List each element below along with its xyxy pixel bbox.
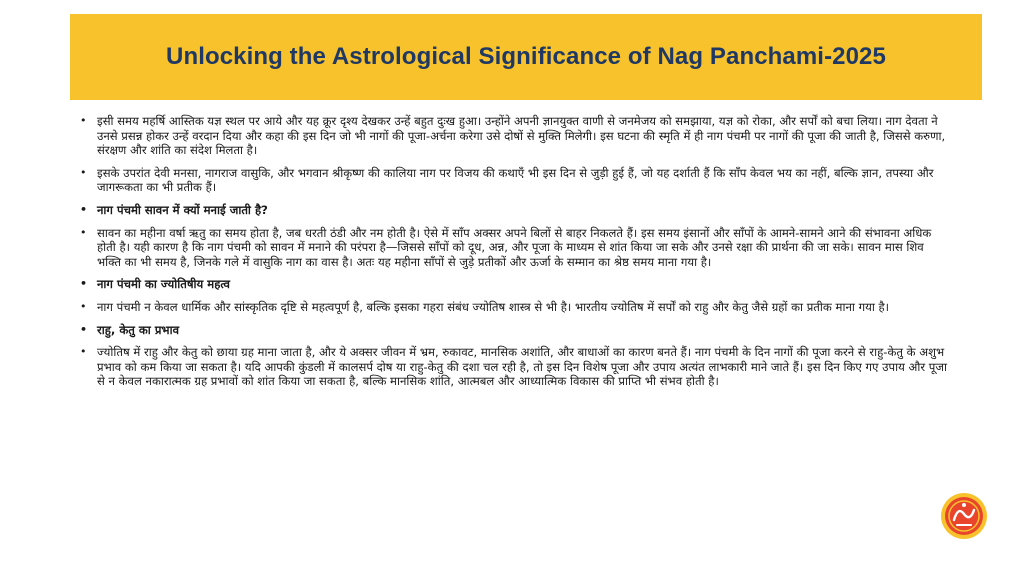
bullet-text: नाग पंचमी न केवल धार्मिक और सांस्कृतिक दृष्टि से महत्वपूर्ण है, बल्कि इसका गहरा संबंध ज्योतिष शास्त्र से भी है। भारतीय ज्योतिष में सर्पों को राहु और केतु जैसे ग्रहों का प्रतीक माना गया है। bbox=[97, 299, 890, 314]
heading-text: राहु, केतु का प्रभाव bbox=[97, 322, 180, 337]
heading-text: नाग पंचमी सावन में क्यों मनाई जाती है? bbox=[97, 202, 268, 217]
bullet-text: सावन का महीना वर्षा ऋतु का समय होता है, जब धरती ठंडी और नम होती है। ऐसे में साँप अक्सर अपने बिलों से बाहर निकलते हैं। इस समय इंसानों और साँपों के आमने-सामने आने की संभावना अधिक होती है। यही कारण है कि नाग पंचमी को सावन में मनाने की परंपरा है—जिससे साँपों को दूध, अन्न, और पूजा के माध्यम से शांत किया जा सके और उनसे रक्षा की प्रार्थना की जा सके। सावन मास शिव भक्ति का भी समय है, जिनके गले में वासुकि नाग का वास है। अतः यह महीना साँपों से जुड़े प्रतीकों और ऊर्जा के सम्मान का श्रेष्ठ समय माना गया है। bbox=[97, 225, 932, 269]
bullet-heading bbox=[80, 277, 950, 292]
bullet-item bbox=[80, 345, 950, 389]
bullet-text: इसके उपरांत देवी मनसा, नागराज वासुकि, और भगवान श्रीकृष्ण की कालिया नाग पर विजय की कथाएँ भी इस दिन से जुड़ी हुई हैं, जो यह दर्शाती हैं कि साँप केवल भय का नहीं, बल्कि ज्ञान, तपस्या और जागरूकता का भी प्रतीक हैं। bbox=[97, 165, 934, 195]
title-bar bbox=[70, 14, 982, 100]
bullet-list bbox=[80, 114, 950, 397]
bullet-item bbox=[80, 300, 950, 315]
heading-text: नाग पंचमी का ज्योतिषीय महत्व bbox=[97, 277, 230, 292]
bullet-marker: • bbox=[80, 277, 88, 291]
bullet-item bbox=[80, 226, 950, 270]
astrology-brand-logo-icon bbox=[940, 492, 988, 540]
bullet-text: इसी समय महर्षि आस्तिक यज्ञ स्थल पर आये और यह क्रूर दृश्य देखकर उन्हें बहुत दुःख हुआ। उन्होंने अपनी ज्ञानयुक्त वाणी से जनमेजय को समझाया, यज्ञ को रोका, और सर्पों को बचा लिया। नाग देवता ने उनसे प्रसन्न होकर उन्हें वरदान दिया और कहा की इस दिन जो भी नागों की पूजा-अर्चना करेगा उसे दोषों से मुक्ति मिलेगी। इस घटना की स्मृति में ही नाग पंचमी पर नागों की पूजा की जाती है, जिससे करुणा, संरक्षण और शांति का संदेश मिलता है। bbox=[97, 114, 946, 158]
bullet-marker: • bbox=[80, 345, 87, 359]
bullet-text: ज्योतिष में राहु और केतु को छाया ग्रह माना जाता है, और ये अक्सर जीवन में भ्रम, रुकावट, मानसिक अशांति, और बाधाओं का कारण बनते हैं। नाग पंचमी के दिन नागों की पूजा करने से राहु-केतु के अशुभ प्रभाव को कम किया जा सकता है। यदि आपकी कुंडली में कालसर्प दोष या राहु-केतु की दशा चल रही है, तो इस दिन विशेष पूजा और उपाय अत्यंत लाभकारी माने जाते हैं। इस दिन किए गए उपाय और पूजा से न केवल नकारात्मक ग्रह प्रभावों को शांत किया जा सकता है, बल्कि मानसिक शांति, आत्मबल और आध्यात्मिक विकास की प्राप्ति भी संभव होती है। bbox=[97, 345, 947, 389]
bullet-marker: • bbox=[80, 225, 87, 239]
slide-title: Unlocking the Astrological Significance of Nag Panchami-2025 bbox=[166, 43, 886, 70]
bullet-item bbox=[80, 166, 950, 195]
bullet-marker: • bbox=[80, 165, 87, 179]
bullet-marker: • bbox=[80, 299, 87, 313]
bullet-item bbox=[80, 114, 950, 158]
bullet-heading bbox=[80, 203, 950, 218]
bullet-heading bbox=[80, 323, 950, 338]
bullet-marker: • bbox=[80, 322, 88, 336]
bullet-marker: • bbox=[80, 114, 87, 127]
bullet-marker: • bbox=[80, 202, 88, 216]
